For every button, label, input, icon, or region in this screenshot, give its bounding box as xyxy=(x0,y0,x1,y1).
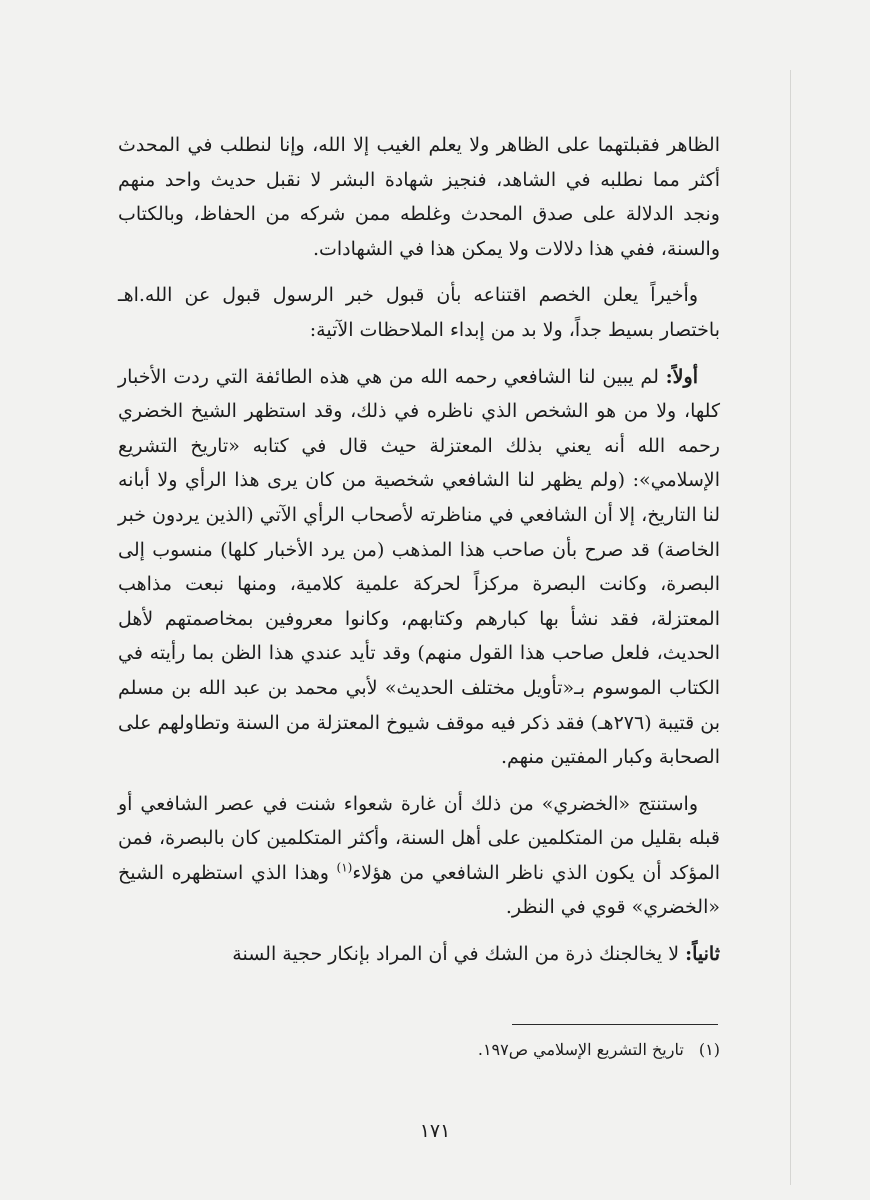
footnote-reference: (١) xyxy=(336,860,353,875)
footnote-separator xyxy=(512,1024,718,1025)
paragraph-1-text: الظاهر فقبلتهما على الظاهر ولا يعلم الغيب إلا الله، وإنا لنطلب في المحدث أكثر مما نطلبه في الشاهد، فنجيز شهادة البشر لا نقبل حديث واحد منهم ونجد الدلالة على صدق المحدث وغلطه ممن شركه من الحفاظ، وبالكتاب والسنة، ففي هذا دلالات ولا يمكن هذا في الشهادات. xyxy=(118,134,720,260)
second-point-label: ثانياً: xyxy=(685,943,720,966)
page-edge-line xyxy=(790,70,791,1185)
paragraph-5 xyxy=(118,937,720,972)
first-point-label: أولاً: xyxy=(665,365,698,388)
paragraph-2-text: وأخيراً يعلن الخصم اقتناعه بأن قبول خبر الرسول قبول عن الله.اهـ باختصار بسيط جداً، ولا بد من إبداء الملاحظات الآتية: xyxy=(118,284,720,341)
footnote-text: تاريخ التشريع الإسلامي ص١٩٧. xyxy=(477,1040,684,1059)
paragraph-4 xyxy=(118,787,720,925)
body-text xyxy=(118,128,720,984)
paragraph-4-text-continued: وهذا الذي استظهره الشيخ «الخضري» قوي في النظر. xyxy=(118,861,720,919)
paragraph-5-text: لا يخالجنك ذرة من الشك في أن المراد بإنكار حجية السنة xyxy=(232,943,680,966)
footnote-number: (١) xyxy=(698,1040,720,1059)
paragraph-3 xyxy=(118,360,720,775)
paragraph-3-text: لم يبين لنا الشافعي رحمه الله من هي هذه الطائفة التي ردت الأخبار كلها، ولا من هو الشخص الذي ناظره في ذلك، وقد استظهر الشيخ الخضري رحمه الله أنه يعني بذلك المعتزلة حيث قال في كتابه «تاريخ التشريع الإسلامي»: (ولم يظهر لنا الشافعي شخصية من كان يرى هذا الرأي ولا أبانه لنا التاريخ، إلا أن الشافعي في مناظرته لأصحاب الرأي الآتي (الذين يردون خبر الخاصة) قد صرح بأن صاحب هذا المذهب (من يرد الأخبار كلها) منسوب إلى البصرة، وكانت البصرة مركزاً لحركة علمية كلامية، ومنها نبعت مذاهب المعتزلة، فقد نشأ بها كبارهم وكتابهم، وكانوا معروفين بمخاصمتهم لأهل الحديث، فلعل صاحب هذا القول منهم) وقد تأيد عندي هذا الظن بما رأيته في الكتاب الموسوم بـ«تأويل مختلف الحديث» لأبي محمد بن عبد الله بن مسلم بن قتيبة (٢٧٦هـ) فقد ذكر فيه موقف شيوخ المعتزلة من السنة وتطاولهم على الصحابة وكبار المفتين منهم. xyxy=(118,365,720,769)
page-number: ١٧١ xyxy=(419,1120,451,1142)
paragraph-4-text: واستنتج «الخضري» من ذلك أن غارة شعواء شنت في عصر الشافعي أو قبله بقليل من المتكلمين على أهل السنة، وأكثر المتكلمين كان بالبصرة، فمن المؤكد أن يكون الذي ناظر الشافعي من هؤلاء xyxy=(118,792,720,884)
paragraph-2 xyxy=(118,278,720,347)
footnote xyxy=(300,1038,720,1062)
paragraph-1 xyxy=(118,128,720,266)
